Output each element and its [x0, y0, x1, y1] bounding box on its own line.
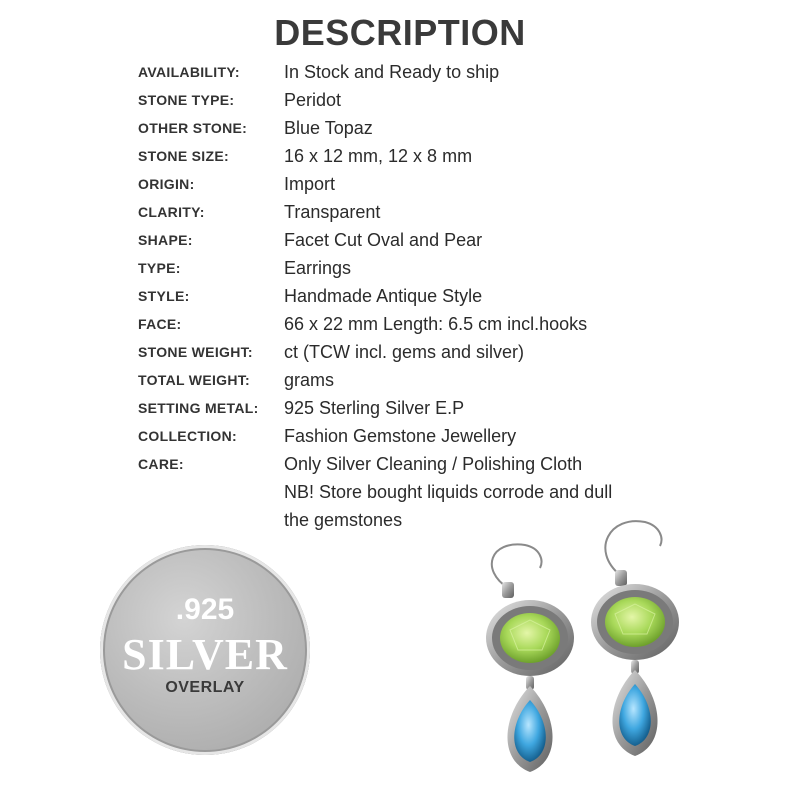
- spec-row-origin: [138, 172, 758, 196]
- spec-row-shape: [138, 228, 758, 252]
- right-hook-wire: [605, 521, 661, 575]
- badge-finish: OVERLAY: [165, 679, 245, 696]
- spec-row-style: [138, 284, 758, 308]
- spec-label: COLLECTION:: [138, 428, 237, 444]
- left-earring: [486, 544, 574, 772]
- spec-value: Peridot: [284, 90, 342, 110]
- spec-value: Earrings: [284, 258, 352, 278]
- spec-row-type: [138, 256, 758, 280]
- left-hook-wire: [492, 544, 542, 588]
- spec-label: STONE WEIGHT:: [138, 344, 253, 360]
- spec-row-stone-type: [138, 88, 758, 112]
- page-title: DESCRIPTION: [274, 12, 526, 53]
- earrings-product-image: [470, 510, 700, 800]
- spec-row-setting-metal: [138, 396, 758, 420]
- spec-value: Fashion Gemstone Jewellery: [284, 426, 517, 446]
- spec-label: SETTING METAL:: [138, 400, 259, 416]
- spec-value: 925 Sterling Silver E.P: [284, 398, 465, 418]
- spec-label: AVAILABILITY:: [138, 64, 240, 80]
- spec-value: Blue Topaz: [284, 118, 373, 138]
- spec-row-other-stone: [138, 116, 758, 140]
- spec-label: ORIGIN:: [138, 176, 195, 192]
- spec-row-clarity: [138, 200, 758, 224]
- spec-row-stone-size: [138, 144, 758, 168]
- spec-row-total-weight: [138, 368, 758, 392]
- spec-value: Handmade Antique Style: [284, 286, 483, 306]
- spec-value: ct (TCW incl. gems and silver): [284, 342, 525, 362]
- right-hook-coil: [615, 570, 627, 586]
- spec-label: CARE:: [138, 456, 184, 472]
- left-hook-coil: [502, 582, 514, 598]
- spec-label: STONE SIZE:: [138, 148, 229, 164]
- silver-overlay-badge: [100, 545, 310, 755]
- spec-value: 16 x 12 mm, 12 x 8 mm: [284, 146, 473, 166]
- spec-label: STONE TYPE:: [138, 92, 235, 108]
- spec-value: In Stock and Ready to ship: [284, 62, 500, 82]
- badge-metal: SILVER: [122, 630, 288, 679]
- spec-value: Import: [284, 174, 336, 194]
- spec-row-care: [138, 452, 758, 476]
- spec-row-stone-weight: [138, 340, 758, 364]
- spec-label: SHAPE:: [138, 232, 193, 248]
- spec-value: grams: [284, 370, 335, 390]
- badge-purity: .925: [175, 593, 235, 626]
- spec-label: TYPE:: [138, 260, 181, 276]
- care-note-line-2: the gemstones: [284, 510, 403, 530]
- spec-label: TOTAL WEIGHT:: [138, 372, 251, 388]
- spec-row-face: [138, 312, 758, 336]
- spec-value: Facet Cut Oval and Pear: [284, 230, 483, 250]
- spec-label: OTHER STONE:: [138, 120, 248, 136]
- spec-value: Only Silver Cleaning / Polishing Cloth: [284, 454, 583, 474]
- care-note-line-1: NB! Store bought liquids corrode and dull: [284, 482, 613, 502]
- spec-value: Transparent: [284, 202, 381, 222]
- right-earring: [591, 521, 679, 756]
- spec-row-availability: [138, 60, 758, 84]
- spec-value: 66 x 22 mm Length: 6.5 cm incl.hooks: [284, 314, 588, 334]
- spec-label: CLARITY:: [138, 204, 205, 220]
- spec-row-collection: [138, 424, 758, 448]
- spec-label: FACE:: [138, 316, 182, 332]
- spec-label: STYLE:: [138, 288, 190, 304]
